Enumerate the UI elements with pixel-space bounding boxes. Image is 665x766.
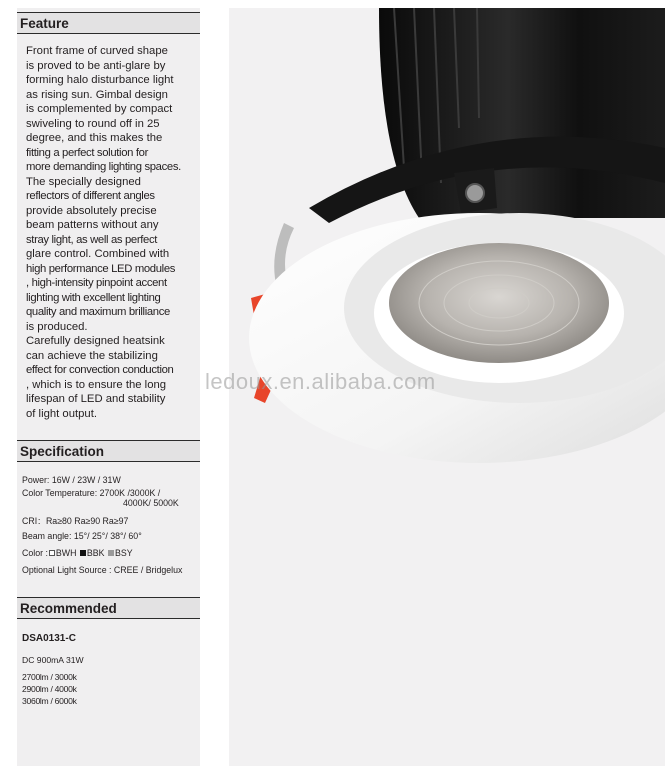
white-swatch-icon xyxy=(49,550,55,556)
spec-color-temp-line-2: 4000K/ 5000K xyxy=(123,498,179,508)
spec-power: Power: 16W / 23W / 31W xyxy=(22,475,121,485)
feature-description xyxy=(26,44,198,421)
spec-color-temperature xyxy=(22,488,179,508)
feature-line: Carefully designed heatsink xyxy=(26,335,165,347)
feature-line: is complemented by compact xyxy=(26,103,173,115)
feature-line: is produced. xyxy=(26,320,88,333)
spec-color-bbk: BBK xyxy=(86,548,105,558)
sidebar xyxy=(17,8,200,766)
feature-line: as rising sun. Gimbal design xyxy=(26,88,168,101)
feature-line: more demanding lighting spaces. xyxy=(26,161,181,173)
feature-line: effect for convection conduction xyxy=(26,364,174,376)
feature-line: beam patterns without any xyxy=(26,219,159,231)
feature-line: swiveling to round off in 25 xyxy=(26,117,160,130)
feature-line: lifespan of LED and stability xyxy=(26,393,166,405)
feature-line: high performance LED modules xyxy=(26,262,176,275)
recommended-heading: Recommended xyxy=(17,597,200,619)
recommended-rating: DC 900mA 31W xyxy=(22,655,84,665)
feature-line: fitting a perfect solution for xyxy=(26,146,148,159)
feature-line: of light output. xyxy=(26,407,97,420)
watermark: ledoux.en.alibaba.com xyxy=(205,369,436,394)
recommended-lumen-row: 3060lm / 6000k xyxy=(22,696,77,706)
feature-line: lighting with excellent lighting xyxy=(26,291,161,304)
feature-line: can achieve the stabilizing xyxy=(26,349,158,362)
spec-color-temp-line-1: Color Temperature: 2700K /3000K / xyxy=(22,488,161,498)
feature-line: glare control. Combined with xyxy=(26,248,170,260)
spec-color-bwh: BWH xyxy=(55,548,77,558)
heatsink-shape xyxy=(379,8,665,218)
feature-line: quality and maximum brilliance xyxy=(26,306,170,318)
recommended-lumen-row: 2700lm / 3000k xyxy=(22,672,77,682)
feature-line: Front frame of curved shape xyxy=(26,45,168,57)
spec-color-label: Color : xyxy=(22,548,48,558)
silver-swatch-icon xyxy=(108,550,114,556)
recommended-model: DSA0131-C xyxy=(22,633,76,644)
spec-beam-angle: Beam angle: 15°/ 25°/ 38°/ 60° xyxy=(22,531,142,541)
feature-line: reflectors of different angles xyxy=(26,190,155,202)
recommended-lumen-row: 2900lm / 4000k xyxy=(22,684,77,694)
feature-line: , which is to ensure the long xyxy=(26,378,167,391)
feature-heading: Feature xyxy=(17,12,200,34)
black-swatch-icon xyxy=(80,550,86,556)
feature-line: is proved to be anti-glare by xyxy=(26,59,166,72)
pivot-screw-icon xyxy=(466,184,484,202)
feature-line: stray light, as well as perfect xyxy=(26,233,158,246)
feature-line: The specially designed xyxy=(26,175,141,188)
feature-line: degree, and this makes the xyxy=(26,132,163,144)
feature-line: forming halo disturbance light xyxy=(26,74,174,86)
spec-color xyxy=(22,548,133,558)
spec-light-source: Optional Light Source : CREE / Bridgelux xyxy=(22,565,183,575)
feature-line: provide absolutely precise xyxy=(26,204,157,217)
spec-cri: CRI：Ra≥80 Ra≥90 Ra≥97 xyxy=(22,516,129,526)
feature-line: , high-intensity pinpoint accent xyxy=(26,277,167,289)
spec-color-bsy: BSY xyxy=(114,548,133,558)
specification-heading: Specification xyxy=(17,440,200,462)
